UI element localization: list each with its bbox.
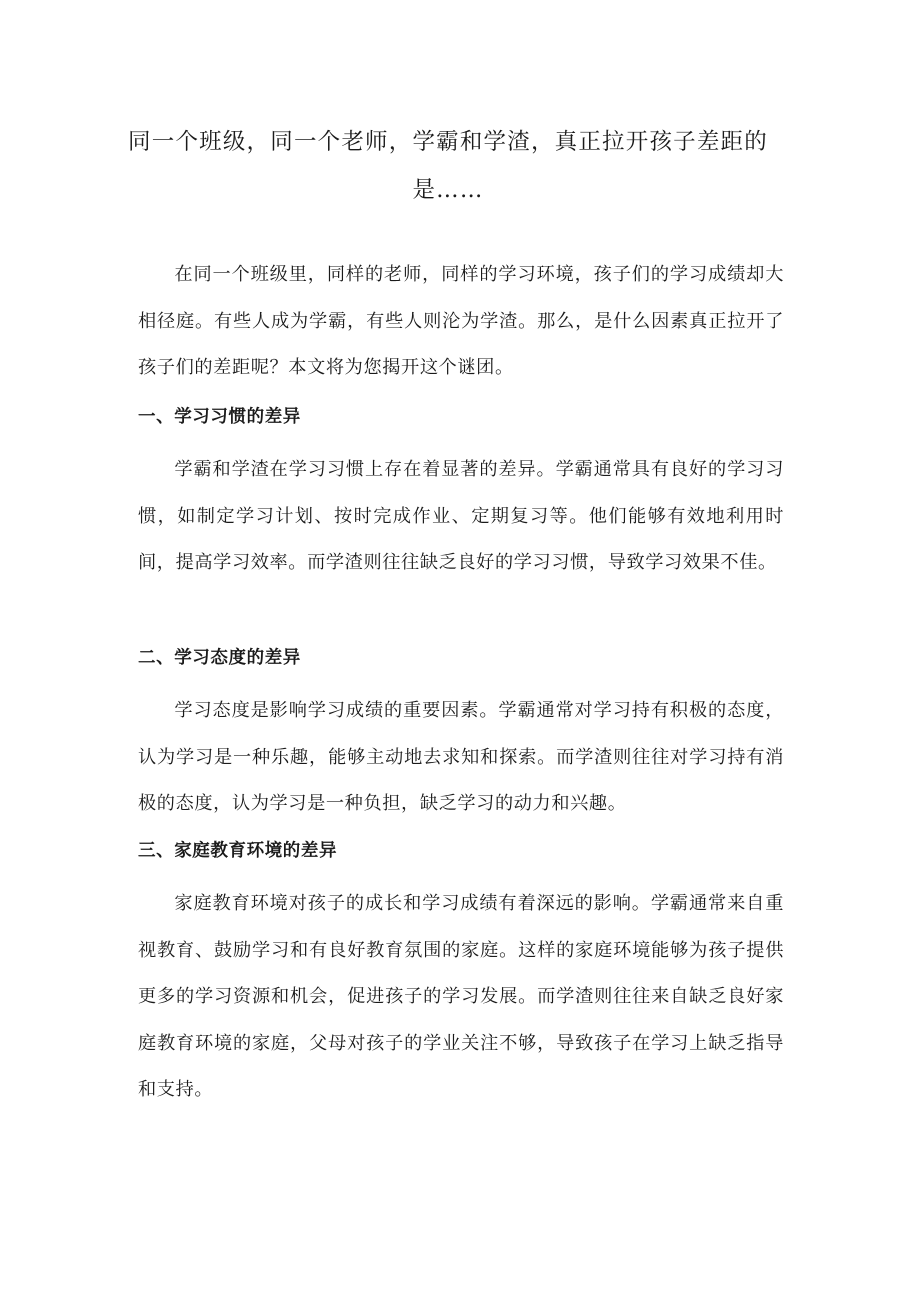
section-heading-study-habits: 一、学习习惯的差异 [138, 407, 301, 427]
intro-paragraph: 在同一个班级里，同样的老师，同样的学习环境，孩子们的学习成绩却大相径庭。有些人成为学霸，有些人则沦为学渣。那么，是什么因素真正拉开了孩子们的差距呢？本文将为您揭开这个谜团。 [138, 264, 784, 378]
section-paragraph-study-attitude: 学习态度是影响学习成绩的重要因素。学霸通常对学习持有积极的态度，认为学习是一种乐趣，能够主动地去求知和探索。而学渣则往往对学习持有消极的态度，认为学习是一种负担，缺乏学习的动力和兴趣。 [138, 700, 784, 814]
section-paragraph-family-education: 家庭教育环境对孩子的成长和学习成绩有着深远的影响。学霸通常来自重视教育、鼓励学习和有良好教育氛围的家庭。这样的家庭环境能够为孩子提供更多的学习资源和机会，促进孩子的学习发展。而学渣则往往来自缺乏良好家庭教育环境的家庭，父母对孩子的学业关注不够，导致孩子在学习上缺乏指导和支持。 [138, 893, 784, 1100]
section-paragraph-study-habits: 学霸和学渣在学习习惯上存在着显著的差异。学霸通常具有良好的学习习惯，如制定学习计划、按时完成作业、定期复习等。他们能够有效地利用时间，提高学习效率。而学渣则往往缺乏良好的学习习惯，导致学习效果不佳。 [138, 459, 784, 573]
section-heading-family-education: 三、家庭教育环境的差异 [138, 841, 338, 861]
document-title: 同一个班级，同一个老师，学霸和学渣，真正拉开孩子差距的是…… [128, 129, 768, 203]
section-heading-study-attitude: 二、学习态度的差异 [138, 648, 301, 668]
